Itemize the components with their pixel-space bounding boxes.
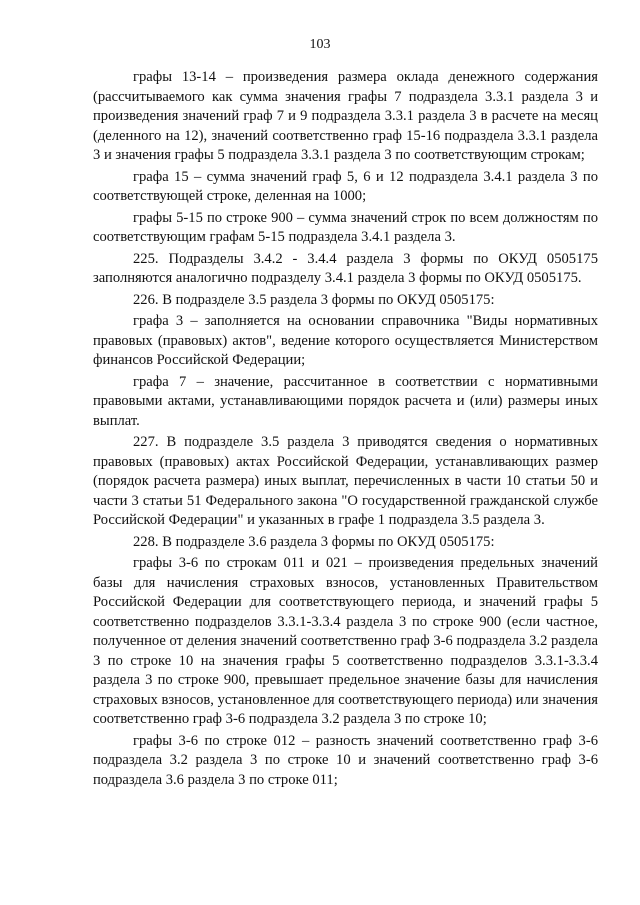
paragraph-item-225: 225. Подразделы 3.4.2 - 3.4.4 раздела 3 формы по ОКУД 0505175 заполняются аналогично подразделу 3.4.1 раздела 3 формы по ОКУД 0505175. [93,250,598,286]
paragraph-graphs-3-6-line-012: графы 3-6 по строке 012 – разность значений соответственно граф 3-6 подраздела 3.2 раздела 3 по строке 10 и значений соответственно граф 3-6 подраздела 3.6 раздела 3 по строке 011; [93,732,598,788]
document-body [93,68,598,792]
paragraph-graphs-5-15: графы 5-15 по строке 900 – сумма значений строк по всем должностям по соответствующим графам 5-15 подраздела 3.4.1 раздела 3. [93,209,598,245]
paragraph-graphs-3-6-lines-011-021: графы 3-6 по строкам 011 и 021 – произведения предельных значений базы для начисления страховых взносов, установленных Правительством Российской Федерации для соответствующего периода, и значений графы 5 соответственно подразделов 3.3.1-3.3.4 раздела 3 по строке 900 (если частное, полученное от деления значений соответственно граф 3-6 подраздела 3.2 раздела 3 по строке 10 на значения графы 5 соответственно подразделов 3.3.1-3.3.4 раздела 3 по строке 900, превышает предельное значение базы для начисления страховых взносов, установленное для соответствующего периода) или значения соответственно граф 3-6 подраздела 3.2 раздела 3 по строке 10; [93,555,598,727]
page-number: 103 [309,37,331,52]
paragraph-graph-3: графа 3 – заполняется на основании справочника "Виды нормативных правовых (правовых) актов", ведение которого осуществляется Министерством финансов Российской Федерации; [93,313,598,368]
paragraph-graphs-13-14: графы 13-14 – произведения размера оклада денежного содержания (рассчитываемого как сумма значения графы 7 подраздела 3.3.1 раздела 3 и произведения значений граф 7 и 9 подраздела 3.3.1 раздела 3 в расчете на месяц (деленного на 12), значений соответственно граф 15-16 подраздела 3.3.1 раздела 3 и значения графы 5 подраздела 3.3.1 раздела 3 по соответствующим строкам; [93,69,598,163]
paragraph-graph-15: графа 15 – сумма значений граф 5, 6 и 12 подраздела 3.4.1 раздела 3 по соответствующей строке, деленная на 1000; [93,168,598,204]
paragraph-item-227: 227. В подразделе 3.5 раздела 3 приводятся сведения о нормативных правовых (правовых) актах Российской Федерации, устанавливающих размер (порядок расчета размера) иных выплат, перечисленных в части 10 статьи 50 и части 3 статьи 51 Федерального закона "О государственной гражданской службе Российской Федерации" и указанных в графе 1 подраздела 3.5 раздела 3. [93,434,598,528]
paragraph-item-226: 226. В подразделе 3.5 раздела 3 формы по ОКУД 0505175: [133,291,495,308]
paragraph-graph-7: графа 7 – значение, рассчитанное в соответствии с нормативными правовыми актами, устанавливающими порядок расчета и (или) размеры иных выплат. [93,373,598,429]
paragraph-item-228: 228. В подразделе 3.6 раздела 3 формы по ОКУД 0505175: [133,533,495,550]
